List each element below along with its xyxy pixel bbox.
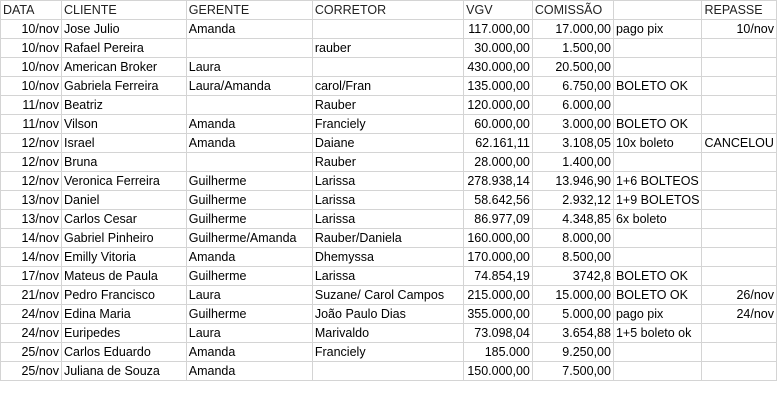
table-row	[1, 286, 777, 305]
table-row	[1, 134, 777, 153]
cell-cliente[interactable]: American Broker	[61, 58, 186, 77]
cell-gerente[interactable]: Amanda	[186, 248, 312, 267]
cell-repasse[interactable]	[702, 229, 777, 248]
cell-cliente[interactable]: Vilson	[61, 115, 186, 134]
cell-cliente[interactable]: Edina Maria	[61, 305, 186, 324]
cell-gerente[interactable]: Amanda	[186, 20, 312, 39]
cell-data[interactable]: 12/nov	[1, 134, 62, 153]
cell-gerente[interactable]: Guilherme	[186, 305, 312, 324]
cell-vgv[interactable]: 60.000,00	[464, 115, 533, 134]
cell-data[interactable]: 10/nov	[1, 39, 62, 58]
cell-repasse[interactable]	[702, 343, 777, 362]
cell-status[interactable]: 10x boleto	[613, 134, 702, 153]
cell-gerente[interactable]: Amanda	[186, 362, 312, 381]
cell-comissao[interactable]: 3.000,00	[532, 115, 613, 134]
cell-vgv[interactable]: 185.000	[464, 343, 533, 362]
cell-vgv[interactable]: 58.642,56	[464, 191, 533, 210]
cell-repasse[interactable]	[702, 39, 777, 58]
cell-status[interactable]	[613, 39, 702, 58]
cell-vgv[interactable]: 150.000,00	[464, 362, 533, 381]
table-row	[1, 210, 777, 229]
cell-comissao[interactable]: 4.348,85	[532, 210, 613, 229]
cell-cliente[interactable]: Pedro Francisco	[61, 286, 186, 305]
cell-cliente[interactable]: Veronica Ferreira	[61, 172, 186, 191]
cell-status[interactable]: BOLETO OK	[613, 115, 702, 134]
cell-data[interactable]: 10/nov	[1, 58, 62, 77]
cell-vgv[interactable]: 86.977,09	[464, 210, 533, 229]
cell-comissao[interactable]: 1.500,00	[532, 39, 613, 58]
cell-gerente[interactable]: Laura	[186, 286, 312, 305]
cell-comissao[interactable]: 1.400,00	[532, 153, 613, 172]
cell-corretor[interactable]: Suzane/ Carol Campos	[312, 286, 463, 305]
cell-repasse[interactable]: 10/nov	[702, 20, 777, 39]
cell-vgv[interactable]: 160.000,00	[464, 229, 533, 248]
table-row	[1, 305, 777, 324]
table-row	[1, 229, 777, 248]
cell-vgv[interactable]: 135.000,00	[464, 77, 533, 96]
cell-corretor[interactable]: Larissa	[312, 267, 463, 286]
cell-vgv[interactable]: 117.000,00	[464, 20, 533, 39]
table-row	[1, 153, 777, 172]
cell-corretor[interactable]: João Paulo Dias	[312, 305, 463, 324]
cell-vgv[interactable]: 74.854,19	[464, 267, 533, 286]
cell-cliente[interactable]: Carlos Cesar	[61, 210, 186, 229]
cell-comissao[interactable]: 17.000,00	[532, 20, 613, 39]
table-row	[1, 191, 777, 210]
cell-data[interactable]: 17/nov	[1, 267, 62, 286]
table-row	[1, 172, 777, 191]
cell-vgv[interactable]: 430.000,00	[464, 58, 533, 77]
cell-corretor[interactable]: rauber	[312, 39, 463, 58]
cell-data[interactable]: 25/nov	[1, 362, 62, 381]
cell-gerente[interactable]: Laura/Amanda	[186, 77, 312, 96]
table-row	[1, 343, 777, 362]
cell-repasse[interactable]	[702, 210, 777, 229]
cell-corretor[interactable]: Dhemyssa	[312, 248, 463, 267]
cell-comissao[interactable]: 6.000,00	[532, 96, 613, 115]
cell-status[interactable]	[613, 58, 702, 77]
cell-vgv[interactable]: 278.938,14	[464, 172, 533, 191]
spreadsheet-body	[1, 1, 777, 381]
cell-corretor[interactable]	[312, 362, 463, 381]
cell-repasse[interactable]	[702, 362, 777, 381]
cell-gerente[interactable]: Amanda	[186, 115, 312, 134]
cell-corretor[interactable]: Rauber	[312, 153, 463, 172]
cell-data[interactable]: 24/nov	[1, 305, 62, 324]
table-row	[1, 20, 777, 39]
cell-corretor[interactable]: Franciely	[312, 343, 463, 362]
cell-vgv[interactable]: 215.000,00	[464, 286, 533, 305]
cell-data[interactable]: 25/nov	[1, 343, 62, 362]
cell-vgv[interactable]: 62.161,11	[464, 134, 533, 153]
cell-repasse[interactable]	[702, 191, 777, 210]
cell-cliente[interactable]: Beatriz	[61, 96, 186, 115]
cell-repasse[interactable]	[702, 58, 777, 77]
table-row	[1, 77, 777, 96]
cell-repasse[interactable]: CANCELOU	[702, 134, 777, 153]
cell-status[interactable]: pago pix	[613, 20, 702, 39]
cell-comissao[interactable]: 20.500,00	[532, 58, 613, 77]
cell-cliente[interactable]: Israel	[61, 134, 186, 153]
cell-gerente[interactable]: Guilherme	[186, 172, 312, 191]
cell-cliente[interactable]: Carlos Eduardo	[61, 343, 186, 362]
cell-repasse[interactable]	[702, 267, 777, 286]
cell-status[interactable]: 6x boleto	[613, 210, 702, 229]
header-cell-gerente[interactable]: GERENTE	[186, 1, 312, 20]
cell-status[interactable]	[613, 153, 702, 172]
cell-comissao[interactable]: 9.250,00	[532, 343, 613, 362]
cell-gerente[interactable]: Laura	[186, 58, 312, 77]
table-row	[1, 39, 777, 58]
cell-comissao[interactable]: 5.000,00	[532, 305, 613, 324]
cell-gerente[interactable]: Guilherme	[186, 210, 312, 229]
cell-gerente[interactable]: Amanda	[186, 343, 312, 362]
cell-corretor[interactable]: Larissa	[312, 210, 463, 229]
table-row	[1, 324, 777, 343]
cell-corretor[interactable]	[312, 20, 463, 39]
cell-vgv[interactable]: 73.098,04	[464, 324, 533, 343]
cell-status[interactable]	[613, 343, 702, 362]
cell-vgv[interactable]: 355.000,00	[464, 305, 533, 324]
cell-comissao[interactable]: 3.108,05	[532, 134, 613, 153]
cell-data[interactable]: 13/nov	[1, 210, 62, 229]
cell-vgv[interactable]: 28.000,00	[464, 153, 533, 172]
cell-comissao[interactable]: 8.000,00	[532, 229, 613, 248]
header-cell-repasse[interactable]: REPASSE	[702, 1, 777, 20]
cell-repasse[interactable]	[702, 248, 777, 267]
header-cell-vgv[interactable]: VGV	[464, 1, 533, 20]
cell-corretor[interactable]: Larissa	[312, 191, 463, 210]
cell-repasse[interactable]	[702, 77, 777, 96]
cell-repasse[interactable]	[702, 153, 777, 172]
cell-status[interactable]: 1+9 BOLETOS	[613, 191, 702, 210]
cell-status[interactable]	[613, 248, 702, 267]
cell-comissao[interactable]: 13.946,90	[532, 172, 613, 191]
cell-comissao[interactable]: 15.000,00	[532, 286, 613, 305]
cell-cliente[interactable]: Rafael Pereira	[61, 39, 186, 58]
table-row	[1, 267, 777, 286]
cell-gerente[interactable]: Laura	[186, 324, 312, 343]
header-cell-data[interactable]: DATA	[1, 1, 62, 20]
cell-comissao[interactable]: 3742,8	[532, 267, 613, 286]
cell-status[interactable]: BOLETO OK	[613, 286, 702, 305]
cell-status[interactable]	[613, 96, 702, 115]
cell-comissao[interactable]: 8.500,00	[532, 248, 613, 267]
table-row	[1, 362, 777, 381]
cell-status[interactable]: BOLETO OK	[613, 267, 702, 286]
cell-comissao[interactable]: 6.750,00	[532, 77, 613, 96]
header-cell-comissao[interactable]: COMISSÃO	[532, 1, 613, 20]
cell-gerente[interactable]: Guilherme	[186, 191, 312, 210]
cell-cliente[interactable]: Euripedes	[61, 324, 186, 343]
cell-cliente[interactable]: Gabriel Pinheiro	[61, 229, 186, 248]
cell-cliente[interactable]: Emilly Vitoria	[61, 248, 186, 267]
cell-data[interactable]: 11/nov	[1, 96, 62, 115]
cell-data[interactable]: 14/nov	[1, 229, 62, 248]
cell-data[interactable]: 14/nov	[1, 248, 62, 267]
cell-repasse[interactable]: 24/nov	[702, 305, 777, 324]
header-cell-corretor[interactable]: CORRETOR	[312, 1, 463, 20]
table-row	[1, 58, 777, 77]
cell-corretor[interactable]: Rauber	[312, 96, 463, 115]
cell-comissao[interactable]: 3.654,88	[532, 324, 613, 343]
cell-gerente[interactable]: Guilherme/Amanda	[186, 229, 312, 248]
cell-status[interactable]: 1+5 boleto ok	[613, 324, 702, 343]
cell-comissao[interactable]: 2.932,12	[532, 191, 613, 210]
cell-cliente[interactable]: Gabriela Ferreira	[61, 77, 186, 96]
cell-data[interactable]: 13/nov	[1, 191, 62, 210]
cell-data[interactable]: 11/nov	[1, 115, 62, 134]
cell-repasse[interactable]	[702, 324, 777, 343]
cell-status[interactable]: 1+6 BOLTEOS	[613, 172, 702, 191]
cell-repasse[interactable]	[702, 172, 777, 191]
cell-corretor[interactable]: Larissa	[312, 172, 463, 191]
cell-data[interactable]: 21/nov	[1, 286, 62, 305]
header-cell-status[interactable]	[613, 1, 702, 20]
cell-corretor[interactable]: Marivaldo	[312, 324, 463, 343]
table-row	[1, 96, 777, 115]
cell-vgv[interactable]: 120.000,00	[464, 96, 533, 115]
table-row	[1, 115, 777, 134]
cell-cliente[interactable]: Bruna	[61, 153, 186, 172]
cell-data[interactable]: 12/nov	[1, 153, 62, 172]
cell-repasse[interactable]	[702, 115, 777, 134]
cell-cliente[interactable]: Juliana de Souza	[61, 362, 186, 381]
cell-status[interactable]: pago pix	[613, 305, 702, 324]
cell-corretor[interactable]: carol/Fran	[312, 77, 463, 96]
cell-gerente[interactable]	[186, 153, 312, 172]
cell-status[interactable]	[613, 229, 702, 248]
cell-corretor[interactable]: Rauber/Daniela	[312, 229, 463, 248]
cell-cliente[interactable]: Mateus de Paula	[61, 267, 186, 286]
table-row	[1, 248, 777, 267]
cell-status[interactable]	[613, 362, 702, 381]
cell-repasse[interactable]: 26/nov	[702, 286, 777, 305]
cell-repasse[interactable]	[702, 96, 777, 115]
cell-gerente[interactable]	[186, 96, 312, 115]
cell-vgv[interactable]: 30.000,00	[464, 39, 533, 58]
cell-corretor[interactable]	[312, 58, 463, 77]
cell-data[interactable]: 24/nov	[1, 324, 62, 343]
header-row	[1, 1, 777, 20]
cell-gerente[interactable]: Amanda	[186, 134, 312, 153]
cell-data[interactable]: 12/nov	[1, 172, 62, 191]
cell-gerente[interactable]: Guilherme	[186, 267, 312, 286]
cell-comissao[interactable]: 7.500,00	[532, 362, 613, 381]
header-cell-cliente[interactable]: CLIENTE	[61, 1, 186, 20]
cell-gerente[interactable]	[186, 39, 312, 58]
cell-corretor[interactable]: Daiane	[312, 134, 463, 153]
cell-cliente[interactable]: Daniel	[61, 191, 186, 210]
cell-corretor[interactable]: Franciely	[312, 115, 463, 134]
cell-data[interactable]: 10/nov	[1, 20, 62, 39]
cell-cliente[interactable]: Jose Julio	[61, 20, 186, 39]
cell-data[interactable]: 10/nov	[1, 77, 62, 96]
cell-status[interactable]: BOLETO OK	[613, 77, 702, 96]
cell-vgv[interactable]: 170.000,00	[464, 248, 533, 267]
